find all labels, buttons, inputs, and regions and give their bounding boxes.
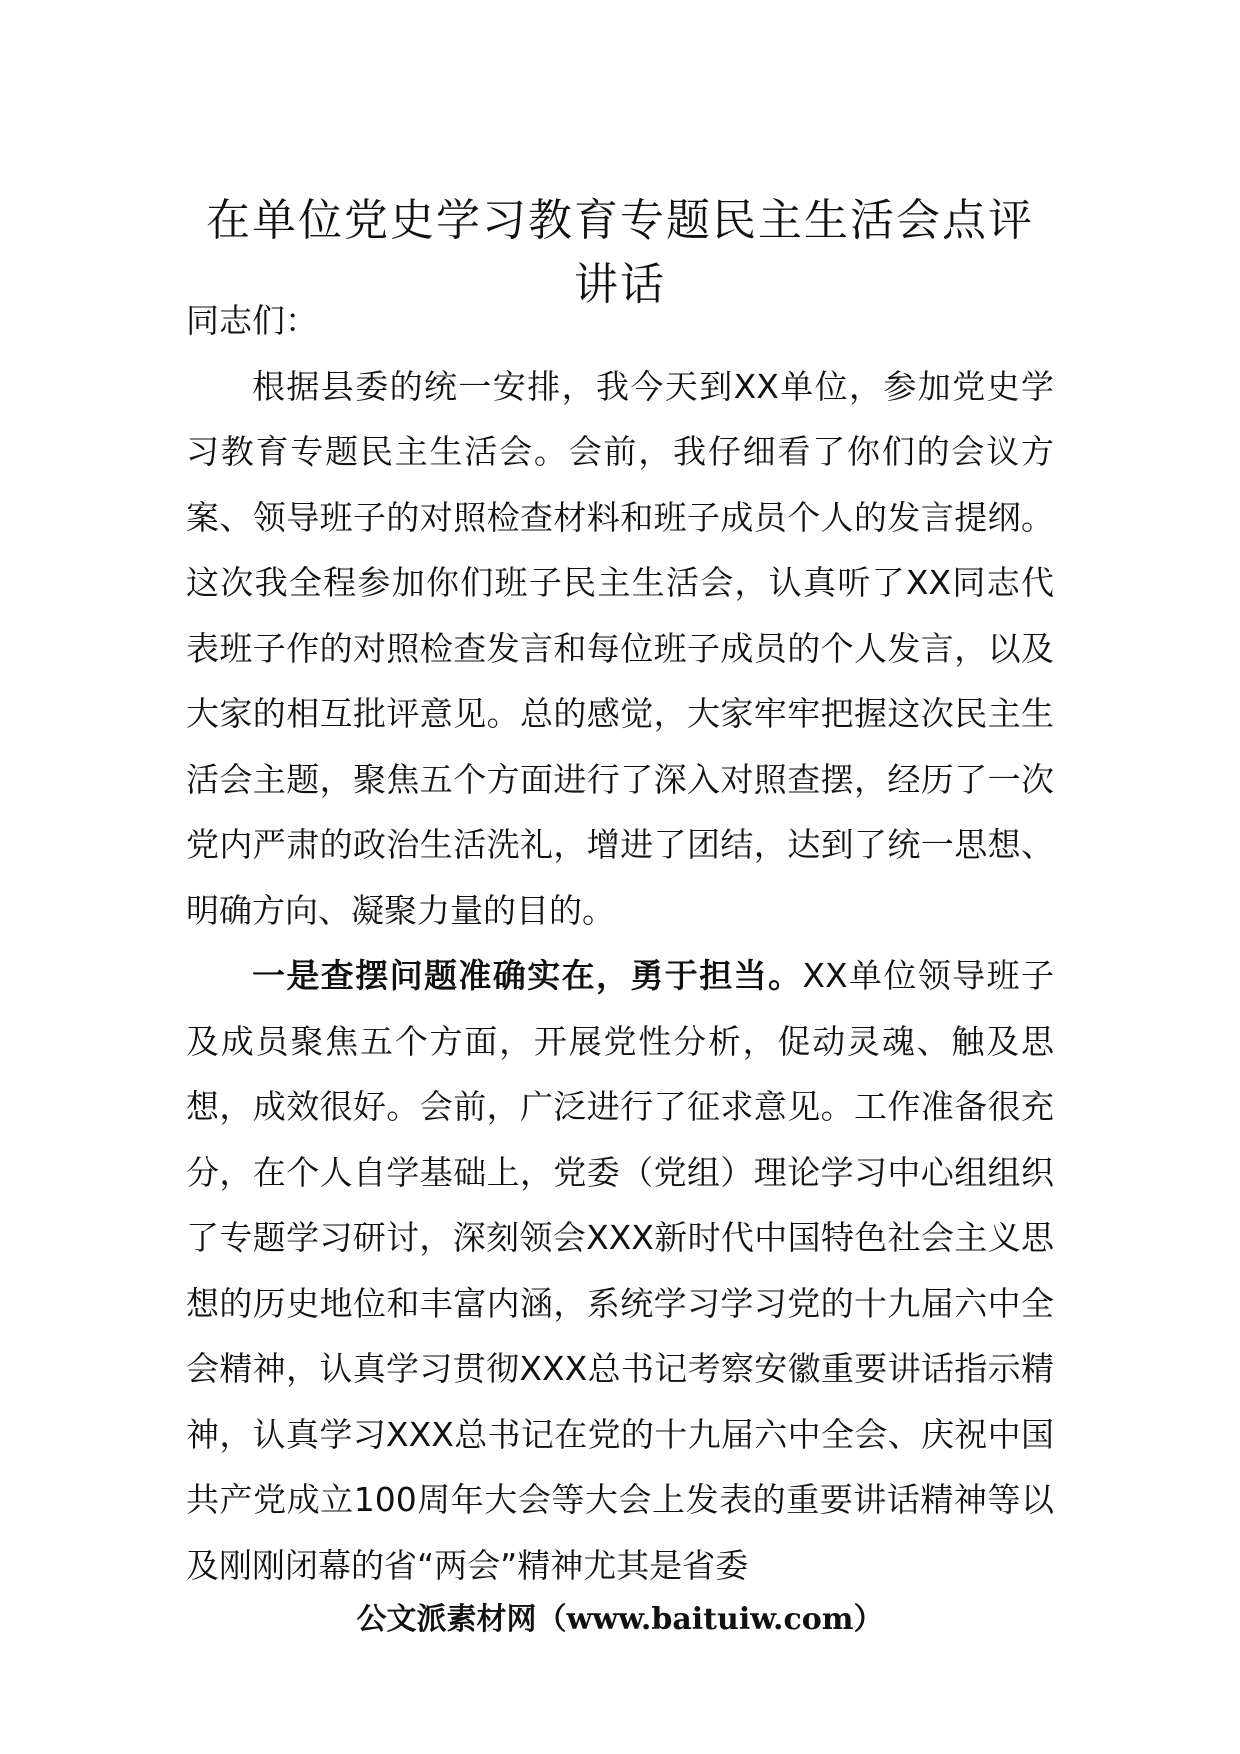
paragraph-2-text: XX单位领导班子及成员聚焦五个方面，开展党性分析，促动灵魂、触及思想，成效很好。会前，广泛进行了征求意见。工作准备很充分，在个人自学基础上，党委（党组）理论学习中心组组织了专题学习研讨，深刻领会XXX新时代中国特色社会主义思想的历史地位和丰富内涵，系统学习学习党的十九届六中全会精神，认真学习贯彻XXX总书记考察安徽重要讲话指示精神，认真学习XXX总书记在党的十九届六中全会、庆祝中国共产党成立100周年大会等大会上发表的重要讲话精神等以及刚刚闭幕的省“两会”精神尤其是省委	[186, 956, 1054, 1585]
document-body	[186, 288, 1054, 1598]
document-title: 在单位党史学习教育专题民主生活会点评讲话	[206, 195, 1034, 311]
paragraph-1: 根据县委的统一安排，我今天到XX单位，参加党史学习教育专题民主生活会。会前，我仔细看了你们的会议方案、领导班子的对照检查材料和班子成员个人的发言提纲。这次我全程参加你们班子民主生活会，认真听了XX同志代表班子作的对照检查发言和每位班子成员的个人发言，以及大家的相互批评意见。总的感觉，大家牢牢把握这次民主生活会主题，聚焦五个方面进行了深入对照查摆，经历了一次党内严肃的政治生活洗礼，增进了团结，达到了统一思想、明确方向、凝聚力量的目的。	[186, 366, 1054, 930]
paragraph-2	[186, 943, 1054, 1598]
paragraph-2-lead: 一是查摆问题准确实在，勇于担当。	[252, 956, 803, 995]
salutation: 同志们：	[186, 301, 318, 340]
footer-watermark: 公文派素材网（www.baituiw.com）	[356, 1602, 884, 1637]
